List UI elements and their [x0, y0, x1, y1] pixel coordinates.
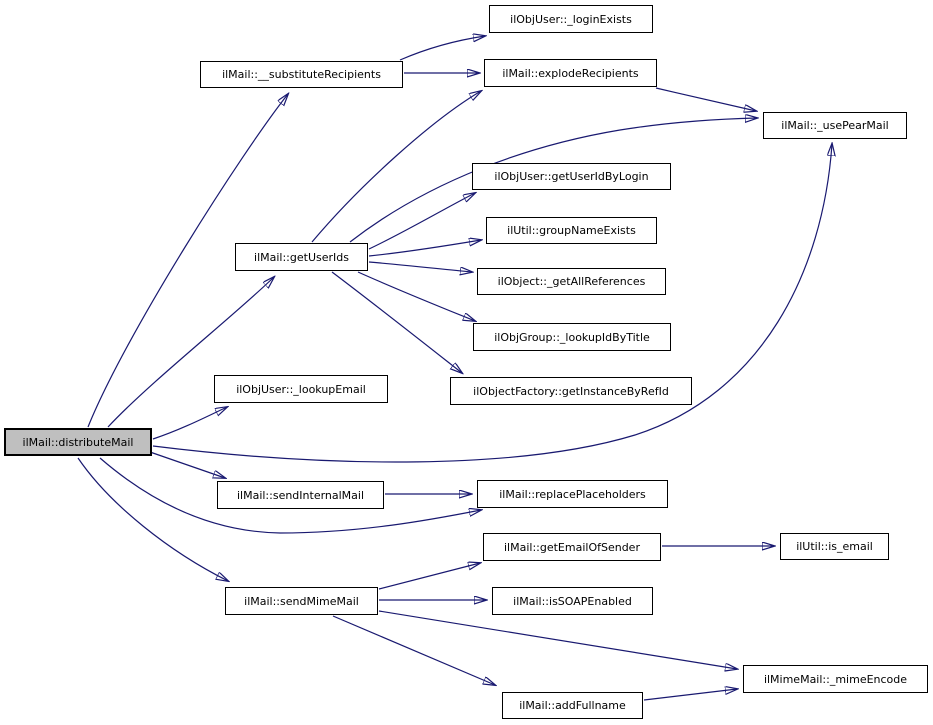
- node-ilmail-getuserids[interactable]: ilMail::getUserIds: [235, 243, 368, 271]
- node-ilmail-usepearmail[interactable]: ilMail::_usePearMail: [763, 112, 907, 139]
- edge-sendmimemail-getemailofsender: [379, 563, 480, 589]
- node-ilmail-issoapenabled[interactable]: ilMail::isSOAPEnabled: [492, 587, 653, 615]
- node-ilobjectfactory-getinstancebyrefid[interactable]: ilObjectFactory::getInstanceByRefId: [450, 377, 692, 405]
- edge-getuserids-lookupidbytitle: [358, 272, 475, 321]
- node-ilmail-distributemail[interactable]: ilMail::distributeMail: [4, 428, 152, 456]
- edge-substituterecipients-loginexists: [400, 36, 485, 60]
- edge-distributemail-sendmimemail: [78, 458, 228, 581]
- node-ilobjuser-getuseridbylogin[interactable]: ilObjUser::getUserIdByLogin: [472, 163, 671, 190]
- edge-distributemail-getuserids: [108, 277, 274, 427]
- edge-addfullname-mimeencode: [644, 689, 737, 700]
- node-ilobjgroup-lookupidbytitle[interactable]: ilObjGroup::_lookupIdByTitle: [473, 323, 671, 351]
- node-ilmimemail-mimeencode[interactable]: ilMimeMail::_mimeEncode: [743, 665, 928, 693]
- edge-getuserids-exploderecipients: [312, 91, 481, 242]
- edge-getuserids-getuseridbylogin: [369, 193, 475, 249]
- node-ilutil-groupnameexists[interactable]: ilUtil::groupNameExists: [486, 217, 657, 244]
- edge-sendmimemail-mimeencode: [379, 611, 737, 669]
- node-ilobjuser-loginexists[interactable]: ilObjUser::_loginExists: [489, 5, 653, 33]
- edge-distributemail-usepearmail: [153, 144, 832, 462]
- node-ilobject-getallreferences[interactable]: ilObject::_getAllReferences: [477, 268, 666, 295]
- edge-getuserids-groupnameexists: [369, 240, 481, 256]
- node-ilmail-getemailofsender[interactable]: ilMail::getEmailOfSender: [483, 533, 661, 561]
- node-ilmail-exploderecipients[interactable]: ilMail::explodeRecipients: [484, 59, 657, 87]
- edge-getuserids-getinstancebyrefid: [332, 272, 462, 373]
- node-ilmail-addfullname[interactable]: ilMail::addFullname: [502, 692, 643, 719]
- node-ilmail-replaceplaceholders[interactable]: ilMail::replacePlaceholders: [477, 480, 668, 508]
- edge-exploderecipients-usepearmail: [656, 88, 756, 111]
- node-ilmail-substituterecipients[interactable]: ilMail::__substituteRecipients: [200, 61, 403, 88]
- edge-distributemail-lookupemail: [153, 407, 227, 439]
- node-ilutil-isemail[interactable]: ilUtil::is_email: [780, 533, 889, 560]
- node-ilobjuser-lookupemail[interactable]: ilObjUser::_lookupEmail: [214, 375, 388, 403]
- edge-getuserids-getallreferences: [369, 262, 472, 272]
- node-ilmail-sendinternalmail[interactable]: ilMail::sendInternalMail: [217, 481, 384, 509]
- node-ilmail-sendmimemail[interactable]: ilMail::sendMimeMail: [225, 587, 378, 615]
- edge-distributemail-sendinternalmail: [150, 452, 225, 478]
